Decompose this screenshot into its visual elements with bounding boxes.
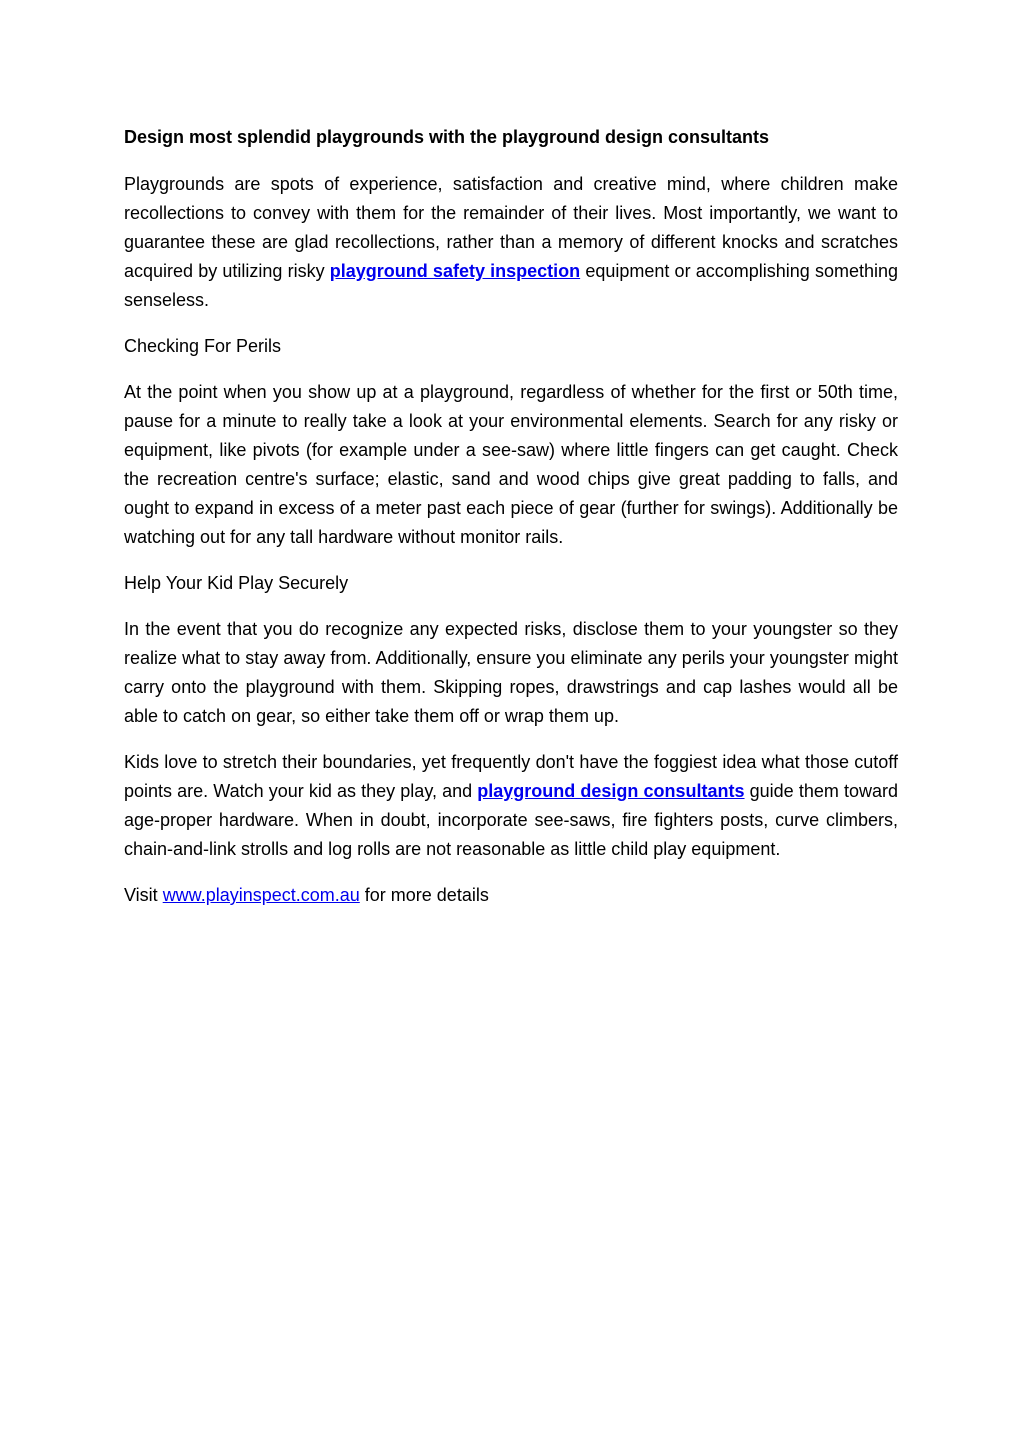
boundaries-text-after: guide them toward age-proper hardware. When in doubt, incorporate see-saws, fire fighters posts, curve climbers, chain-and-link strolls and log rolls are not reasonable as little child play equipment. (124, 781, 898, 859)
section-paragraph-play-securely: In the event that you do recognize any expected risks, disclose them to your youngster so they realize what to stay away from. Additionally, ensure you eliminate any perils your youngster might carry onto the playground with them. Skipping ropes, drawstrings and cap lashes would all be able to catch on gear, so either take them off or wrap them up. (124, 619, 898, 726)
intro-text-before: Playgrounds are spots of experience, satisfaction and creative mind, where children make recollections to convey with them for the remainder of their lives. Most importantly, we want to guarantee these are glad recollections, rather than a memory of different knocks and scratches acquired by utilizing risky (124, 174, 898, 281)
footer-prefix: Visit (124, 885, 163, 905)
boundaries-paragraph (124, 748, 898, 864)
intro-paragraph (124, 170, 898, 315)
footer-paragraph (124, 881, 898, 910)
playinspect-website-link[interactable]: www.playinspect.com.au (162, 885, 360, 905)
footer-suffix: for more details (359, 885, 489, 905)
playground-safety-inspection-link[interactable]: playground safety inspection (329, 261, 581, 281)
document-page (124, 124, 898, 927)
intro-text-after: equipment or accomplishing something senseless. (124, 261, 899, 310)
section-paragraph-checking-perils: At the point when you show up at a playground, regardless of whether for the first or 50th time, pause for a minute to really take a look at your environmental elements. Search for any risky or equipment, like pivots (for example under a see-saw) where little fingers can get caught. Check the recreation centre's surface; elastic, sand and wood chips give great padding to falls, and ought to expand in excess of a meter past each piece of gear (further for swings). Additionally be watching out for any tall hardware without monitor rails. (124, 382, 898, 547)
section-heading-checking-perils: Checking For Perils (124, 336, 282, 356)
section-heading-play-securely: Help Your Kid Play Securely (124, 573, 349, 593)
boundaries-text-before: Kids love to stretch their boundaries, yet frequently don't have the foggiest idea what those cutoff points are. Watch your kid as they play, and (124, 752, 898, 801)
playground-design-consultants-link[interactable]: playground design consultants (477, 781, 745, 801)
document-title: Design most splendid playgrounds with the playground design consultants (124, 127, 770, 147)
